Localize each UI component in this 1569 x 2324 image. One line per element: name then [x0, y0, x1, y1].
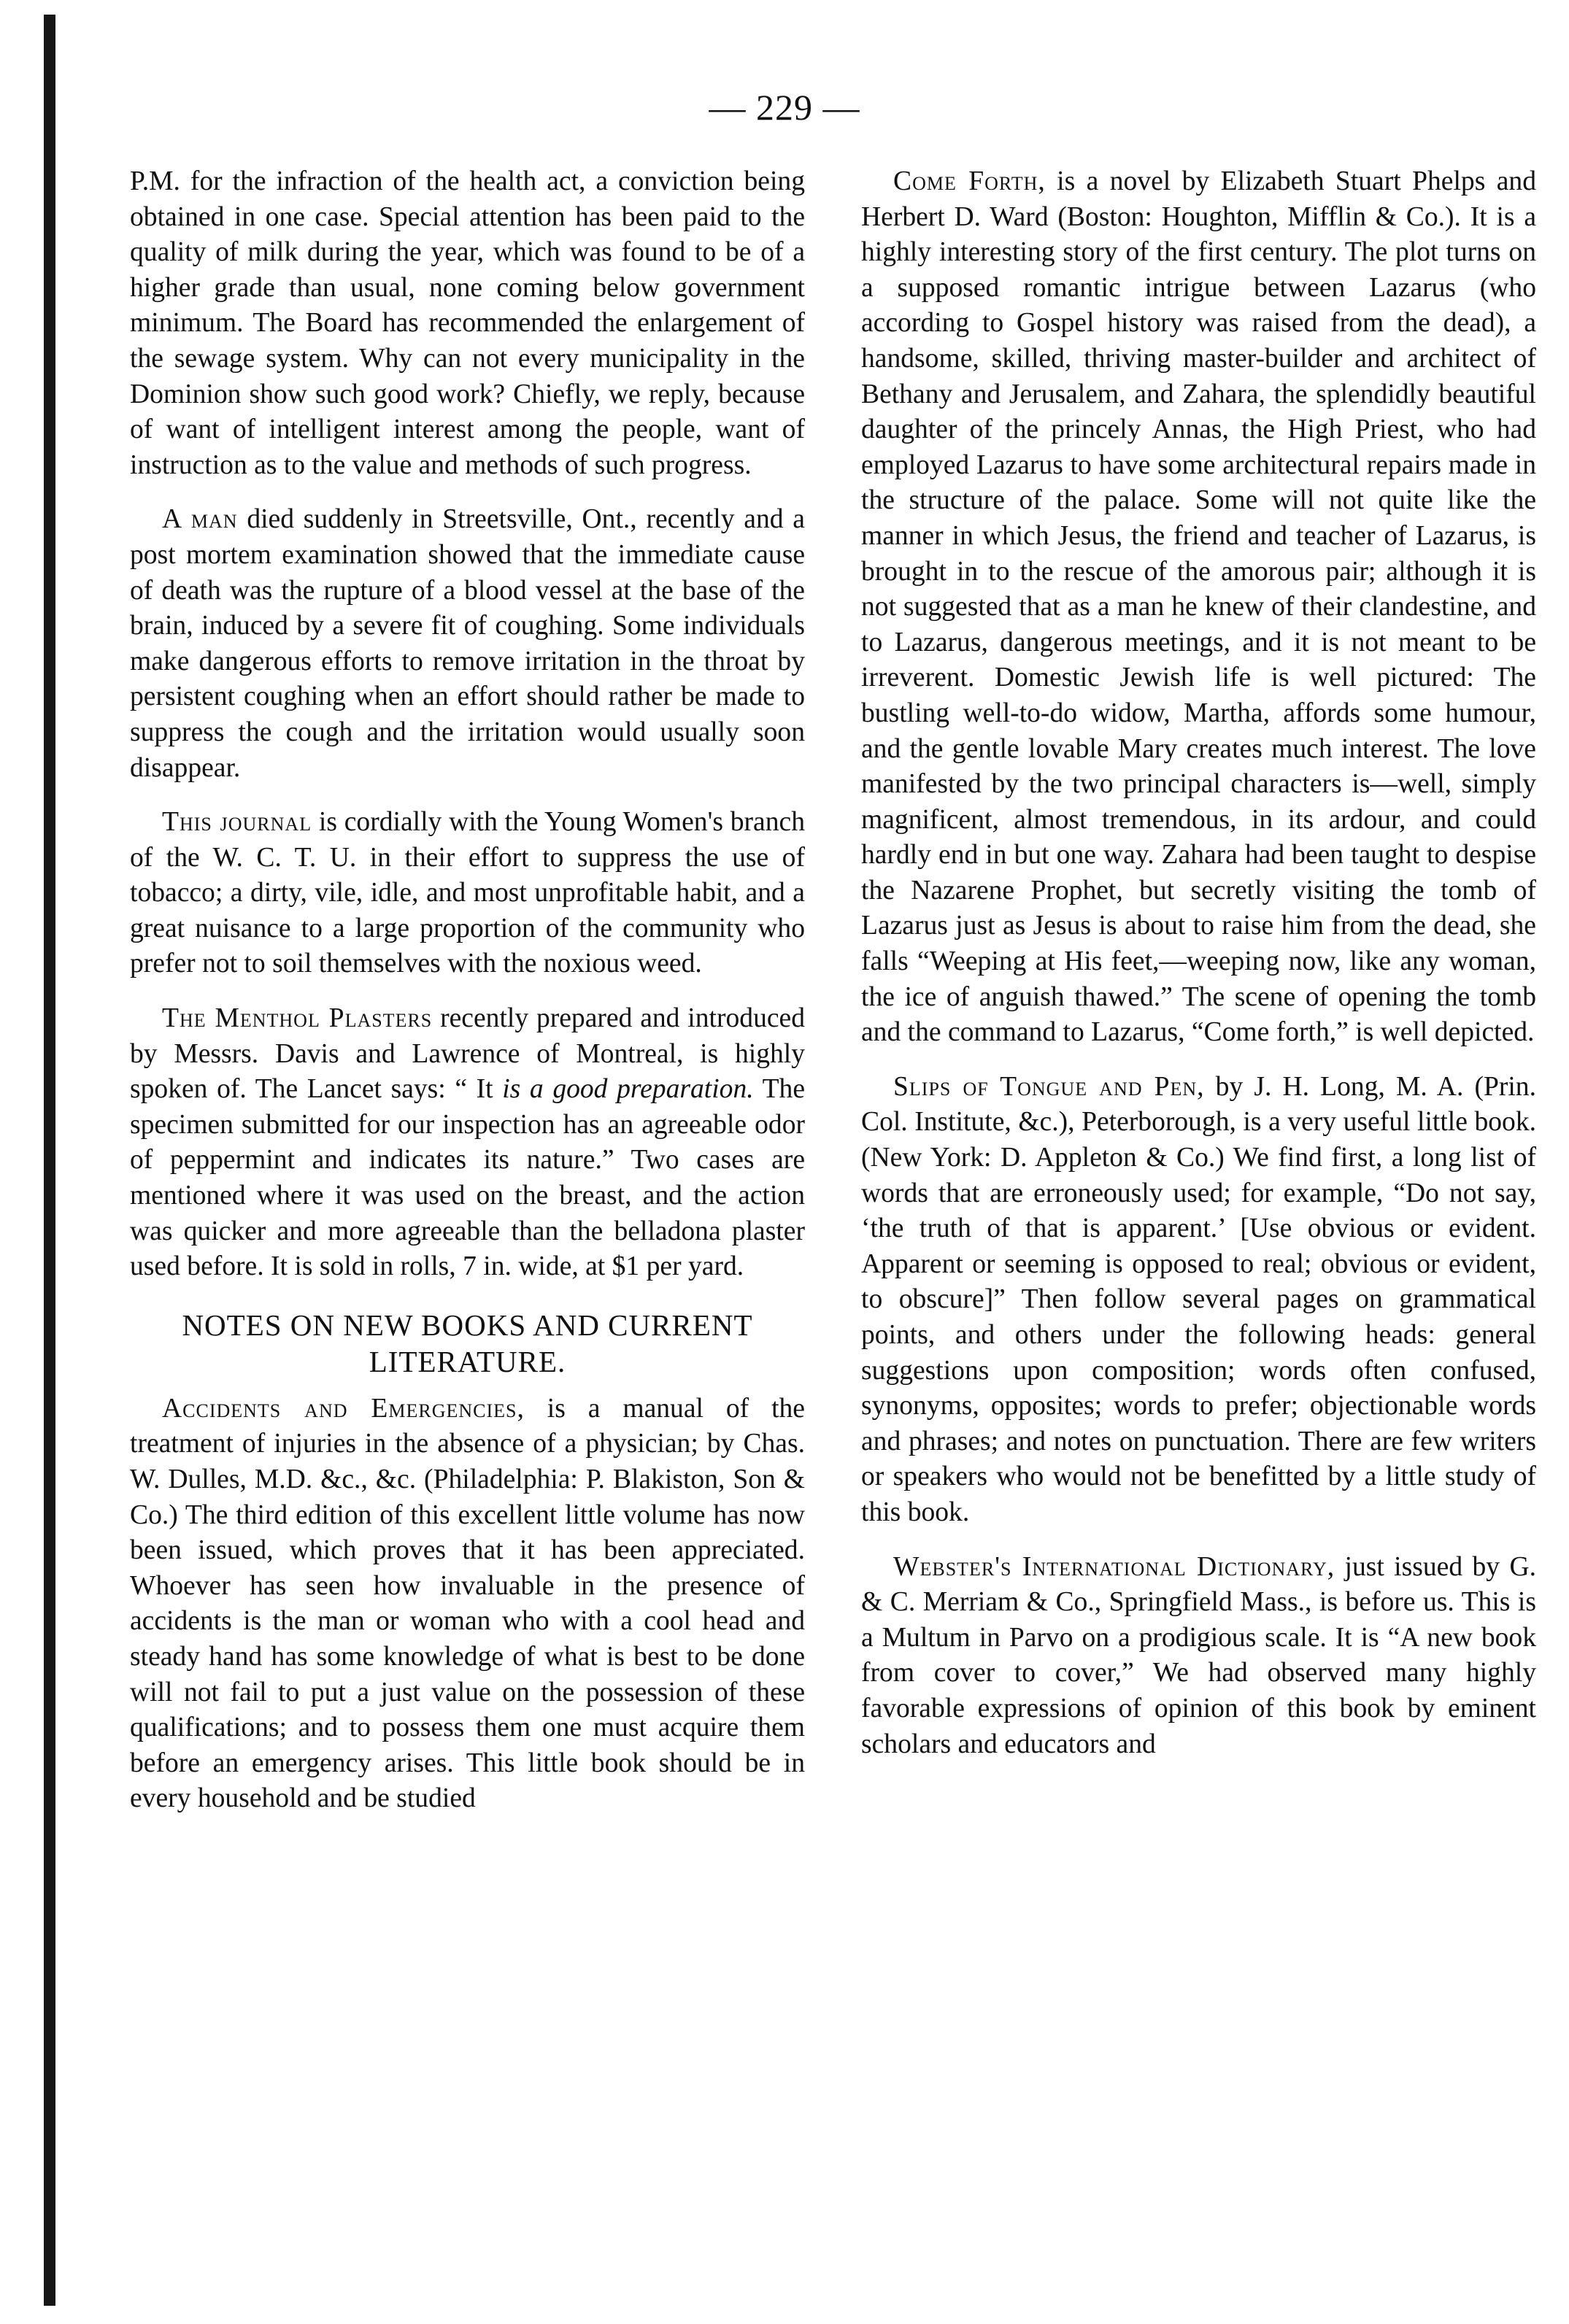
binding-edge: [44, 15, 55, 2306]
paragraph-lead: Accidents and Emergencies,: [162, 1393, 525, 1424]
paragraph-text: P.M. for the infraction of the health act, a conviction being obtained in one case. Special attention has been paid to the quality of milk during the year, which was found to be of a higher grade than usual, none coming below government minimum. The Board has recommended the enlargement of the sewage system. Why can not every municipality in the Dominion show such good work? Chiefly, we reply, because of want of intelligent interest among the people, want of instruction as to the value and methods of such progress.: [130, 166, 805, 480]
paragraph-lead: This journal: [162, 807, 312, 838]
paragraph-accidents-emergencies: [130, 1391, 805, 1817]
right-column: [861, 164, 1536, 1781]
paragraph-quote: is a good preparation.: [502, 1074, 754, 1105]
paragraph-streetsville: [130, 502, 805, 786]
paragraph-text: is a novel by Elizabeth Stuart Phelps and Herbert D. Ward (Boston: Houghton, Mifflin & Co.). It is a highly interesting story of the first century. The plot turns on a supposed romantic intrigue between Lazarus (who according to Gospel history was raised from the dead), a handsome, skilled, thriving master-builder and architect of Bethany and Jerusalem, and Zahara, the splendidly beautiful daughter of the princely Annas, the High Priest, who had employed Lazarus to have some architectural repairs made in the structure of the palace. Some will not quite like the manner in which Jesus, the friend and teacher of Lazarus, is brought in to the rescue of the amorous pair; although it is not suggested that as a man he knew of their clandestine, and to Lazarus, dangerous meetings, and it is not meant to be irreverent. Domestic Jewish life is well pictured: The bustling well-to-do widow, Martha, affords some humour, and the gentle lovable Mary creates much interest. The love manifested by the two principal characters is—well, simply magnificent, almost tremendous, in its ardour, and could hardly end in but one way. Zahara had been taught to despise the Nazarene Prophet, but secretly visiting the tomb of Lazarus just as Jesus is about to raise him from the dead, she falls “Weeping at His feet,—weeping now, like any woman, the ice of anguish thawed.” The scene of opening the tomb and the command to Lazarus, “Come forth,” is well depicted.: [861, 166, 1536, 1048]
paragraph-text: by J. H. Long, M. A. (Prin. Col. Institute, &c.), Peterborough, is a very useful little book. (New York: D. Appleton & Co.) We find first, a long list of words that are erroneously used; for example, “Do not say, ‘the truth of that is apparent.’ [Use obvious or evident. Apparent or seeming is opposed to real; obvious or evident, to obscure]” Then follow several pages on grammatical points, and others under the following heads: general suggestions upon composition; words often confused, synonyms, opposites; words to prefer; objectionable words and phrases; and notes on punctuation. There are few writers or speakers who would not be benefitted by a little study of this book.: [861, 1071, 1536, 1527]
paragraph-slips-of-tongue: [861, 1070, 1536, 1531]
paragraph-lead: Webster's International Dictionary,: [893, 1551, 1335, 1582]
paragraph-lead: A man: [162, 504, 238, 535]
paragraph-text: The specimen submitted for our inspection has an agreeable odor of peppermint and indicates its nature.” Two cases are mentioned where it was used on the breast, and the action was quicker and more agreeable than the belladona plaster used before. It is sold in rolls, 7 in. wide, at $1 per yard.: [130, 1074, 805, 1282]
paragraph-text: recently prepared and introduced by Messrs. Davis and Lawrence of Montreal, is highly spoken of. The Lancet says: “ It: [130, 1003, 806, 1105]
paragraph-tobacco: [130, 805, 805, 982]
section-heading: NOTES ON NEW BOOKS AND CURRENT LITERATURE.: [182, 1308, 753, 1378]
paragraph-text: is a manual of the treatment of injuries in the absence of a physician; by Chas. W. Dulles, M.D. &c., &c. (Philadelphia: P. Blakiston, Son & Co.) The third edition of this excellent little volume has now been issued, which proves that it has been appreciated. Whoever has seen how invaluable in the presence of accidents is the man or woman who with a cool head and steady hand has some knowledge of what is best to be done will not fail to put a just value on the possession of these qualifications; and to possess them one must acquire them before an emergency arises. This little book should be in every household and be studied: [130, 1393, 805, 1814]
paragraph-text: is cordially with the Young Women's branch of the W. C. T. U. in their effort to suppress the use of tobacco; a dirty, vile, idle, and most unprofitable habit, and a great nuisance to a large proportion of the community who prefer not to soil themselves with the noxious weed.: [130, 807, 805, 979]
paragraph-text: died suddenly in Streetsville, Ont., recently and a post mortem examination showed that the immediate cause of death was the rupture of a blood vessel at the base of the brain, induced by a severe fit of coughing. Some individuals make dangerous efforts to remove irritation in the throat by persistent coughing when an effort should rather be made to suppress the cough and the irritation would usually soon disappear.: [130, 504, 805, 783]
paragraph-text: just issued by G. & C. Merriam & Co., Springfield Mass., is before us. This is a Multum in Parvo on a prodigious scale. It is “A new book from cover to cover,” We had observed many highly favorable expressions of opinion of this book by eminent scholars and educators and: [861, 1551, 1536, 1759]
paragraph-come-forth: [861, 164, 1536, 1051]
left-column: [130, 164, 805, 1836]
paragraph-lead: The Menthol Plasters: [162, 1003, 433, 1034]
paragraph-lead: Come Forth,: [893, 166, 1046, 196]
paragraph-websters-dictionary: [861, 1550, 1536, 1763]
paragraph-health-board: [130, 164, 805, 483]
paragraph-lead: Slips of Tongue and Pen,: [893, 1071, 1205, 1102]
paragraph-menthol-plasters: [130, 1001, 805, 1285]
page-number: — 229 —: [709, 87, 860, 128]
